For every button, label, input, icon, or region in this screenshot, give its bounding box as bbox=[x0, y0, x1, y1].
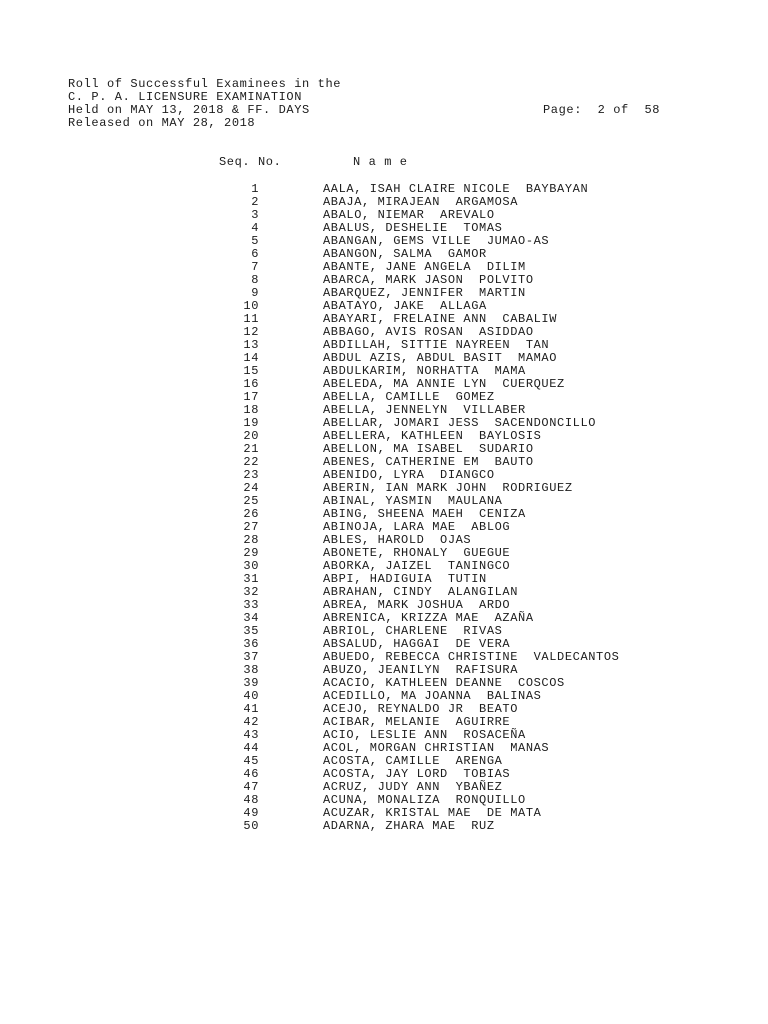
examinee-name: ABDULKARIM, NORHATTA MAMA bbox=[323, 364, 526, 378]
seq-number: 11 bbox=[243, 312, 259, 326]
examinee-name: ABERIN, IAN MARK JOHN RODRIGUEZ bbox=[323, 481, 573, 495]
seq-number: 18 bbox=[243, 403, 259, 417]
seq-number: 9 bbox=[251, 286, 259, 300]
page-total: 58 bbox=[644, 103, 661, 117]
examinee-name: ABARCA, MARK JASON POLVITO bbox=[323, 273, 534, 287]
seq-number: 23 bbox=[243, 468, 259, 482]
examinee-name: ADARNA, ZHARA MAE RUZ bbox=[323, 819, 495, 833]
list-item bbox=[0, 820, 768, 833]
examinee-name: ABSALUD, HAGGAI DE VERA bbox=[323, 637, 511, 651]
examinee-name: ABANTE, JANE ANGELA DILIM bbox=[323, 260, 526, 274]
seq-number: 31 bbox=[243, 572, 259, 586]
examinee-name: ABANGAN, GEMS VILLE JUMAO-AS bbox=[323, 234, 550, 248]
examinee-name: ABPI, HADIGUIA TUTIN bbox=[323, 572, 487, 586]
seq-number: 32 bbox=[243, 585, 259, 599]
seq-number: 41 bbox=[243, 702, 259, 716]
examinee-name: ABELLON, MA ISABEL SUDARIO bbox=[323, 442, 534, 456]
seq-number: 45 bbox=[243, 754, 259, 768]
examinee-name: ABUZO, JEANILYN RAFISURA bbox=[323, 663, 519, 677]
examinee-name: ABORKA, JAIZEL TANINGCO bbox=[323, 559, 511, 573]
examinee-name: ABINAL, YASMIN MAULANA bbox=[323, 494, 503, 508]
examinee-name: ACOL, MORGAN CHRISTIAN MANAS bbox=[323, 741, 550, 755]
page-indicator bbox=[543, 104, 660, 117]
seq-number: 35 bbox=[243, 624, 259, 638]
examinee-name: ABBAGO, AVIS ROSAN ASIDDAO bbox=[323, 325, 534, 339]
seq-number: 2 bbox=[251, 195, 259, 209]
seq-number: 10 bbox=[243, 299, 259, 313]
seq-number: 19 bbox=[243, 416, 259, 430]
column-header-seq: Seq. No. bbox=[219, 155, 282, 169]
examinee-name: ABENIDO, LYRA DIANGCO bbox=[323, 468, 495, 482]
seq-number: 1 bbox=[251, 182, 259, 196]
examinee-name: ABDUL AZIS, ABDUL BASIT MAMAO bbox=[323, 351, 558, 365]
page-current: 2 bbox=[597, 103, 606, 117]
column-header-name: N a m e bbox=[353, 155, 408, 169]
examinee-name: ABUEDO, REBECCA CHRISTINE VALDECANTOS bbox=[323, 650, 620, 664]
seq-number: 36 bbox=[243, 637, 259, 651]
seq-number: 42 bbox=[243, 715, 259, 729]
examinee-name: AALA, ISAH CLAIRE NICOLE BAYBAYAN bbox=[323, 182, 589, 196]
examinee-list bbox=[0, 183, 768, 843]
examinee-name: ABRENICA, KRIZZA MAE AZAÑA bbox=[323, 611, 534, 625]
examinee-name: ABDILLAH, SITTIE NAYREEN TAN bbox=[323, 338, 550, 352]
seq-number: 17 bbox=[243, 390, 259, 404]
seq-number: 14 bbox=[243, 351, 259, 365]
examinee-name: ABONETE, RHONALY GUEGUE bbox=[323, 546, 511, 560]
seq-number: 48 bbox=[243, 793, 259, 807]
exam-dates: Held on MAY 13, 2018 & FF. DAYS bbox=[68, 103, 310, 117]
seq-number: 5 bbox=[251, 234, 259, 248]
seq-number: 13 bbox=[243, 338, 259, 352]
examinee-name: ABELEDA, MA ANNIE LYN CUERQUEZ bbox=[323, 377, 565, 391]
page-of: of bbox=[613, 103, 629, 117]
examinee-name: ACUZAR, KRISTAL MAE DE MATA bbox=[323, 806, 542, 820]
examinee-name: ABINOJA, LARA MAE ABLOG bbox=[323, 520, 511, 534]
seq-number: 25 bbox=[243, 494, 259, 508]
examinee-name: ACRUZ, JUDY ANN YBAÑEZ bbox=[323, 780, 503, 794]
examinee-name: ABELLERA, KATHLEEN BAYLOSIS bbox=[323, 429, 542, 443]
examinee-name: ACIBAR, MELANIE AGUIRRE bbox=[323, 715, 511, 729]
seq-number: 27 bbox=[243, 520, 259, 534]
examinee-name: ABELLA, JENNELYN VILLABER bbox=[323, 403, 526, 417]
seq-number: 44 bbox=[243, 741, 259, 755]
examinee-name: ABAYARI, FRELAINE ANN CABALIW bbox=[323, 312, 558, 326]
examinee-name: ABRIOL, CHARLENE RIVAS bbox=[323, 624, 503, 638]
seq-number: 28 bbox=[243, 533, 259, 547]
seq-number: 30 bbox=[243, 559, 259, 573]
seq-number: 40 bbox=[243, 689, 259, 703]
seq-number: 16 bbox=[243, 377, 259, 391]
seq-number: 33 bbox=[243, 598, 259, 612]
examinee-name: ABELLA, CAMILLE GOMEZ bbox=[323, 390, 495, 404]
examinee-name: ABING, SHEENA MAEH CENIZA bbox=[323, 507, 526, 521]
examinee-name: ABALO, NIEMAR AREVALO bbox=[323, 208, 495, 222]
seq-number: 21 bbox=[243, 442, 259, 456]
seq-number: 24 bbox=[243, 481, 259, 495]
examinee-name: ABATAYO, JAKE ALLAGA bbox=[323, 299, 487, 313]
examinee-name: ABREA, MARK JOSHUA ARDO bbox=[323, 598, 511, 612]
seq-number: 20 bbox=[243, 429, 259, 443]
seq-number: 7 bbox=[251, 260, 259, 274]
examinee-name: ACEDILLO, MA JOANNA BALINAS bbox=[323, 689, 542, 703]
seq-number: 12 bbox=[243, 325, 259, 339]
seq-number: 49 bbox=[243, 806, 259, 820]
seq-number: 39 bbox=[243, 676, 259, 690]
examinee-name: ABANGON, SALMA GAMOR bbox=[323, 247, 487, 261]
seq-number: 47 bbox=[243, 780, 259, 794]
seq-number: 38 bbox=[243, 663, 259, 677]
examinee-name: ACOSTA, CAMILLE ARENGA bbox=[323, 754, 503, 768]
seq-number: 4 bbox=[251, 221, 259, 235]
seq-number: 3 bbox=[251, 208, 259, 222]
examinee-name: ABENES, CATHERINE EM BAUTO bbox=[323, 455, 534, 469]
seq-number: 8 bbox=[251, 273, 259, 287]
examinee-name: ABAJA, MIRAJEAN ARGAMOSA bbox=[323, 195, 519, 209]
seq-number: 15 bbox=[243, 364, 259, 378]
seq-number: 26 bbox=[243, 507, 259, 521]
document-title: Roll of Successful Examinees in the bbox=[68, 77, 342, 91]
seq-number: 34 bbox=[243, 611, 259, 625]
seq-number: 43 bbox=[243, 728, 259, 742]
seq-number: 29 bbox=[243, 546, 259, 560]
examinee-name: ABALUS, DESHELIE TOMAS bbox=[323, 221, 503, 235]
examinee-name: ACOSTA, JAY LORD TOBIAS bbox=[323, 767, 511, 781]
seq-number: 37 bbox=[243, 650, 259, 664]
exam-name: C. P. A. LICENSURE EXAMINATION bbox=[68, 90, 303, 104]
seq-number: 50 bbox=[243, 819, 259, 833]
seq-number: 6 bbox=[251, 247, 259, 261]
examinee-name: ABARQUEZ, JENNIFER MARTIN bbox=[323, 286, 526, 300]
examinee-name: ACIO, LESLIE ANN ROSACEÑA bbox=[323, 728, 526, 742]
page-label: Page: bbox=[543, 103, 583, 117]
examinee-name: ABELLAR, JOMARI JESS SACENDONCILLO bbox=[323, 416, 597, 430]
release-date: Released on MAY 28, 2018 bbox=[68, 116, 256, 130]
examinee-name: ABRAHAN, CINDY ALANGILAN bbox=[323, 585, 519, 599]
examinee-name: ACUNA, MONALIZA RONQUILLO bbox=[323, 793, 526, 807]
examinee-name: ACACIO, KATHLEEN DEANNE COSCOS bbox=[323, 676, 565, 690]
examinee-name: ACEJO, REYNALDO JR BEATO bbox=[323, 702, 519, 716]
seq-number: 22 bbox=[243, 455, 259, 469]
seq-number: 46 bbox=[243, 767, 259, 781]
examinee-name: ABLES, HAROLD OJAS bbox=[323, 533, 472, 547]
